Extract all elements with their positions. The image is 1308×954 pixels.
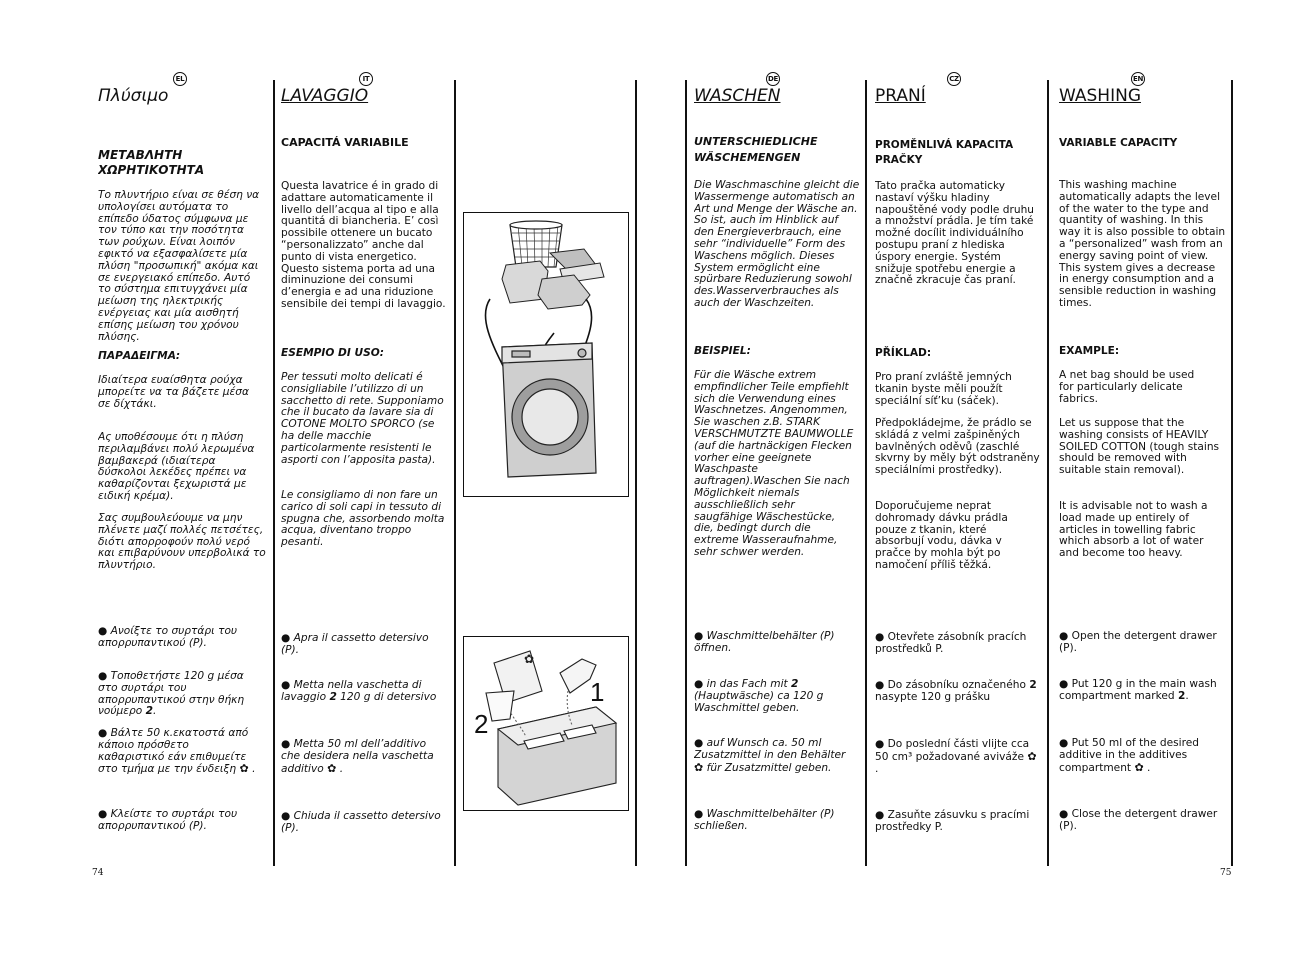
step-item (1059, 679, 1227, 703)
example-label: ESEMPIO DI USO: (281, 347, 384, 359)
column-divider (865, 80, 867, 866)
step-text: Put 120 g in the main wash compartment marked (1059, 678, 1217, 702)
example-paragraph: Ας υποθέσουμε ότι η πλύση περιλαμβάνει πολύ λερωμένα βαμβακερά (ιδιαίτερα δύσκολοι λεκέδες πρέπει να καθαρίζονται ξεχωριστά με ειδική κρέμα). (98, 431, 255, 502)
flower-icon: ✿ (1027, 749, 1037, 763)
compartment-number: 2 (1177, 689, 1186, 702)
illustration-detergent-drawer (463, 636, 629, 811)
step-item (98, 809, 258, 833)
step-item (98, 728, 258, 776)
example-paragraph: Předpokládejme, že prádlo se skládá z velmi zašpiněných bavlněných oděvů (zaschlé skvrny by měly být odstraněny speciálními prostředky). (875, 417, 1040, 477)
step-item (694, 809, 854, 833)
step-item (875, 810, 1039, 834)
step-item (1059, 809, 1219, 833)
column-english (1059, 72, 1227, 862)
step-text: für Zusatzmittel geben. (706, 761, 832, 774)
column-divider (685, 80, 687, 866)
step-item (1059, 738, 1219, 774)
step-text: Ανοίξτε το συρτάρι του απορρυπαντικού (P). (98, 625, 238, 649)
step-text: (Hauptwäsche) ca 120 g Waschmittel geben. (694, 689, 824, 714)
column-italian (281, 72, 451, 862)
section-title: WASCHEN (694, 86, 781, 106)
step-text: . (1147, 761, 1151, 774)
language-badge-it: IT (359, 72, 373, 86)
section-subtitle: PROMĚNLIVÁ KAPACITA PRAČKY (875, 139, 1014, 166)
section-subtitle: ΜΕΤΑΒΛΗΤΗ ΧΩΡΗΤΙΚΟΤΗΤΑ (98, 148, 205, 177)
column-divider (1231, 80, 1233, 866)
example-paragraph: Σας συμβουλεύουμε να μην πλένετε μαζί πολλές πετσέτες, διότι απορροφούν πολύ νερό και επιβαρύνουν υπερβολικά το πλυντήριο. (98, 512, 266, 572)
step-text: Open the detergent drawer (P). (1059, 630, 1217, 654)
step-text: Τοποθετήστε 120 g μέσα στο συρτάρι του απορρυπαντικού στην θήκη νούμερο (98, 670, 245, 718)
step-text: Κλείστε το συρτάρι του απορρυπαντικού (P). (98, 808, 238, 832)
example-paragraph: Doporučujeme neprat dohromady dávku prádla pouze z tkanin, které absorbují vodu, dávka v pračce by mohla být po namočení příliš těžká. (875, 500, 1008, 571)
step-item (98, 671, 258, 718)
language-badge-el: EL (173, 72, 187, 86)
center-divider (635, 80, 637, 866)
compartment-number: 2 (145, 705, 153, 718)
language-badge-cz: CZ (947, 72, 961, 86)
step-item (281, 739, 446, 775)
intro-paragraph: Το πλυντήριο είναι σε θέση να υπολογίσει αυτόματα το επίπεδο ύδατος σύμφωνα με τον τύπο και την ποσότητα των ρούχων. Είναι λοιπόν εφικτό να εξασφαλίσετε μία πλύση "προσωπική" ακόμα και σε ενεργειακό επίπεδο. Αυτό το σύστημα επιτυγχάνει μία μείωση της ηλεκτρικής ενέργειας και μία αισθητή επίσης μείωση του χρόνου πλύσης. (98, 189, 260, 343)
flower-icon: ✿ (524, 652, 535, 666)
column-divider (454, 80, 456, 866)
step-text: 120 g di detersivo (336, 690, 437, 703)
flower-icon: ✿ (239, 762, 249, 776)
step-text: . (339, 762, 344, 775)
illustration-laundry-machine (463, 212, 629, 497)
step-text: Do poslední části vlijte cca 50 cm³ požadované aviváže (875, 738, 1030, 763)
step-text: Metta 50 ml dell’additivo che desidera nella vaschetta additivo (281, 738, 434, 775)
step-item (281, 811, 446, 835)
step-text: Apra il cassetto detersivo (P). (281, 632, 429, 656)
step-item (694, 679, 854, 714)
step-text: . (152, 705, 157, 718)
section-title: Πλύσιμο (98, 86, 169, 106)
step-text: Metta nella vaschetta di lavaggio (281, 679, 422, 703)
step-item (875, 680, 1039, 704)
step-item (281, 633, 441, 657)
flower-icon: ✿ (1134, 760, 1144, 774)
section-subtitle: VARIABLE CAPACITY (1059, 137, 1178, 149)
step-text: in das Fach mit (706, 678, 792, 690)
step-text: . (875, 762, 879, 775)
step-item (694, 631, 854, 655)
example-label: PŘÍKLAD: (875, 347, 932, 359)
intro-paragraph: Questa lavatrice é in grado di adattare automaticamente il livello dell’acqua al tipo e alla quantitá di biancheria. E’ così possibile ottenere un bucato “personalizzato” anche dal punto di vista energetico. Questo sistema porta ad una diminuzione dei consumi d’energia e ad una riduzione sensibile dei tempi di lavaggio. (281, 180, 446, 310)
step-text: Otevřete zásobník pracích prostředků P. (875, 631, 1027, 655)
detergent-drawer-icon (464, 637, 628, 810)
step-text: Put 50 ml of the desired additive in the additives compartment (1059, 737, 1199, 774)
example-label: EXAMPLE: (1059, 345, 1120, 357)
intro-paragraph: Die Waschmaschine gleicht die Wassermenge automatisch an Art und Menge der Wäsche an. So ist, auch im Hinblick auf den Energieverbrauch, eine sehr “individuelle” Form des Waschens möglich. Dieses System ermöglicht eine spürbare Reduzierung sowohl des.Wasserverbrauches als auch der Waschzeiten. (694, 179, 860, 309)
step-item (98, 626, 258, 650)
step-item (694, 738, 856, 774)
example-paragraph: Für die Wäsche extrem empfindlicher Teile empfiehlt sich die Verwendung eines Waschnetzes. Angenommen, Sie waschen z.B. STARK VERSCHMUTZTE BAUMWOLLE (auf die hartnäckigen Flecken vorher eine geeignete Waschpaste auftragen).Waschen Sie nach Möglichkeit niemals ausschließlich sehr saugfähige Wäschestücke, die, bedingt durch die extreme Wasseraufnahme, sehr schwer werden. (694, 369, 854, 558)
page-number-left: 74 (92, 868, 104, 878)
page-number-right: 75 (1220, 868, 1232, 878)
section-title: LAVAGGIO (281, 86, 369, 106)
section-subtitle: CAPACITÁ VARIABILE (281, 136, 409, 149)
example-paragraph: Le consigliamo di non fare un carico di soli capi in tessuto di spugna che, assorbendo molta acqua, diventano troppo pesanti. (281, 489, 445, 549)
column-greek (98, 72, 268, 862)
flower-icon: ✿ (694, 760, 704, 774)
compartment-number: 2 (329, 690, 337, 703)
step-text: Do zásobníku označeného (887, 679, 1030, 691)
step-text: . (1185, 689, 1189, 702)
language-badge-en: EN (1131, 72, 1145, 86)
step-text: Close the detergent drawer (P). (1059, 808, 1218, 832)
step-text: Chiuda il cassetto detersivo (P). (281, 810, 441, 834)
example-paragraph: A net bag should be used for particularly delicate fabrics. (1059, 369, 1195, 405)
example-label: BEISPIEL: (694, 345, 751, 357)
column-german (694, 72, 862, 862)
step-text: nasypte 120 g prášku (875, 690, 991, 703)
step-item (875, 739, 1039, 775)
washing-machine-icon (464, 213, 628, 496)
step-text: Zasuňte zásuvku s pracími prostředky P. (875, 809, 1030, 833)
flower-icon: ✿ (327, 761, 337, 775)
column-divider (273, 80, 275, 866)
column-divider (1047, 80, 1049, 866)
language-badge-de: DE (766, 72, 780, 86)
step-text: auf Wunsch ca. 50 ml Zusatzmittel in den Behälter (694, 737, 846, 761)
example-paragraph: It is advisable not to wash a load made up entirely of articles in towelling fabric which absorb a lot of water and become too heavy. (1059, 500, 1208, 560)
section-title: WASHING (1059, 86, 1141, 106)
example-label: ΠΑΡΑΔΕΙΓΜΑ: (98, 350, 181, 362)
intro-paragraph: This washing machine automatically adapts the level of the water to the type and quantity of washing. In this way it is also possible to obtain a “personalized” wash from an energy saving point of view. This system gives a decrease in energy consumption and a sensible reduction in washing times. (1059, 179, 1226, 309)
section-title: PRANÍ (875, 86, 926, 106)
intro-paragraph: Tato pračka automaticky nastaví výšku hladiny napouštěné vody podle druhu a množství prádla. Je tím také možné docílit individuálního postupu praní z hlediska úspory energie. Systém snižuje spotřebu energie a značně zkracuje čas praní. (875, 180, 1035, 287)
step-text: Waschmittelbehälter (P) öffnen. (694, 630, 835, 654)
example-paragraph: Let us suppose that the washing consists of HEAVILY SOILED COTTON (tough stains should be removed with suitable stain removal). (1059, 417, 1220, 477)
step-item (1059, 631, 1219, 655)
step-text: . (252, 763, 256, 776)
step-item (875, 632, 1039, 656)
compartment-number: 2 (1029, 679, 1037, 691)
step-text: Βάλτε 50 κ.εκατοστά από κάποιο πρόσθετο καθαριστικό εάν επιθυμείτε στο τμήμα με την ένδειξη (98, 727, 249, 776)
compartment-number: 2 (791, 678, 799, 690)
example-paragraph: Pro praní zvláště jemných tkanin byste měli použít speciální síť’ku (sáček). (875, 371, 1012, 407)
step-text: Waschmittelbehälter (P) schließen. (694, 808, 835, 832)
figure-label-2: 2 (474, 709, 489, 739)
figure-label-1: 1 (590, 677, 605, 707)
section-subtitle: UNTERSCHIEDLICHE WÄSCHEMENGEN (694, 135, 818, 164)
example-paragraph: Per tessuti molto delicati é consigliabile l’utilizzo di un sacchetto di rete. Supponiamo che il bucato da lavare sia di COTONE MOLTO SPORCO (se ha delle macchie particolarmente resistenti le asporti con l’apposita pasta). (281, 371, 444, 466)
step-item (281, 680, 446, 704)
example-paragraph: Ιδιαίτερα ευαίσθητα ρούχα μπορείτε να τα βάζετε μέσα σε δίχτάκι. (98, 374, 249, 410)
column-czech (875, 72, 1043, 862)
